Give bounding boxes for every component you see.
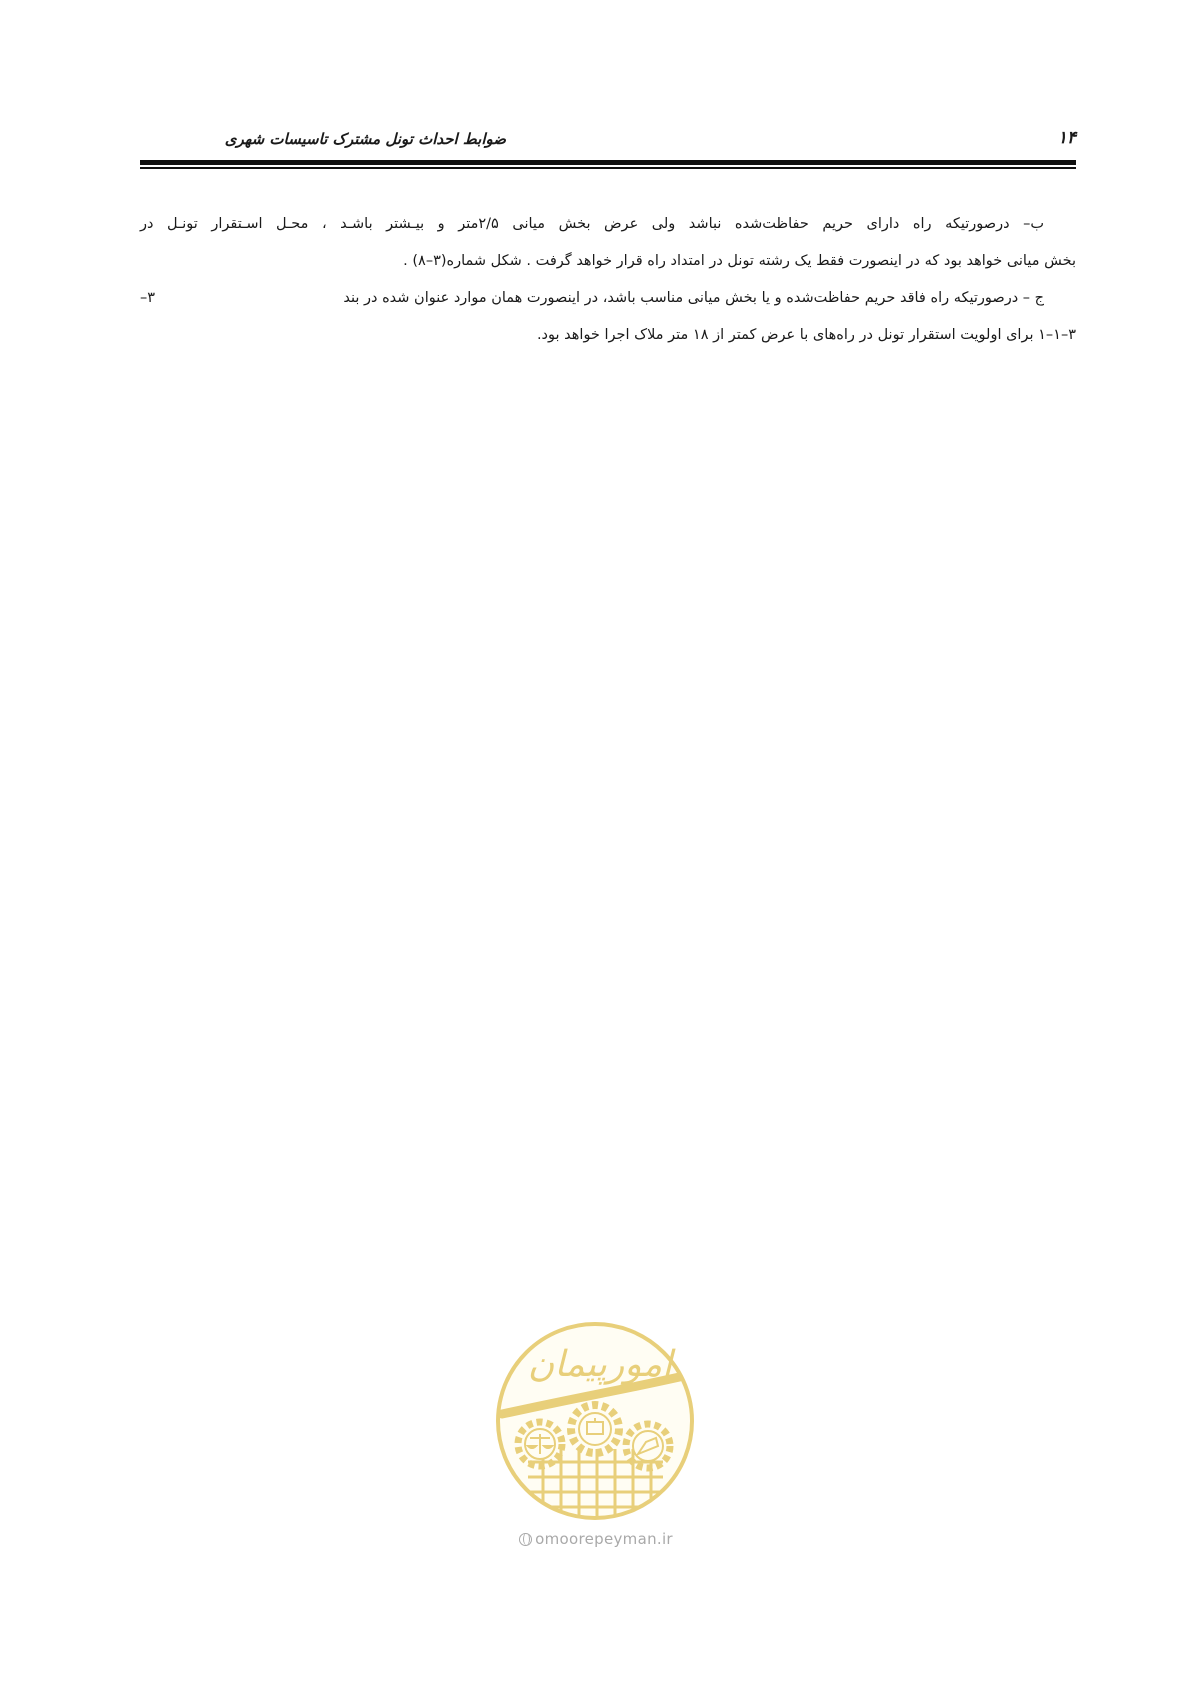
paragraph-b-line-2: بخش میانی خواهد بود که در اینصورت فقط یک رشته تونل در امتداد راه قرار خواهد گرفت . شکل شماره(۳–۸) .: [403, 253, 1076, 269]
paragraph-b: [140, 206, 1076, 280]
page-header: [140, 124, 1076, 152]
header-rule-thick: [140, 160, 1076, 165]
paragraph-c: [140, 280, 1076, 354]
paragraph-c-line-2: ۳–۱–۱ برای اولویت استقرار تونل در راه‌های با عرض کمتر از ۱۸ متر ملاک اجرا خواهد بود.: [536, 327, 1076, 343]
body-text: [140, 206, 1076, 354]
watermark-url-row: [496, 1530, 696, 1548]
watermark-logo-text: امورپیمان: [527, 1344, 673, 1385]
watermark-url: omoorepeyman.ir: [535, 1530, 673, 1548]
paragraph-b-line-1: ب– درصورتیکه راه دارای حریم حفاظت‌شده نباشد ولی عرض بخش میانی ۲/۵متر و بیـشتر باشـد ، محـل اسـتقرار تونـل در: [140, 216, 1044, 232]
paragraph-c-section-ref: ۳–: [140, 290, 156, 306]
globe-icon: [519, 1533, 532, 1546]
watermark-logo: [488, 1314, 702, 1528]
paragraph-c-line-1-text: ج – درصورتیکه راه فاقد حریم حفاظت‌شده و یا بخش میانی مناسب باشد، در اینصورت همان موارد عنوان شده در بند: [343, 290, 1044, 306]
paragraph-c-line-1: [140, 280, 1076, 317]
page-number: ۱۴: [1057, 128, 1076, 148]
header-title: ضوابط احداث تونل مشترک تاسیسات شهری: [224, 130, 506, 148]
header-rule-thin: [140, 167, 1076, 169]
